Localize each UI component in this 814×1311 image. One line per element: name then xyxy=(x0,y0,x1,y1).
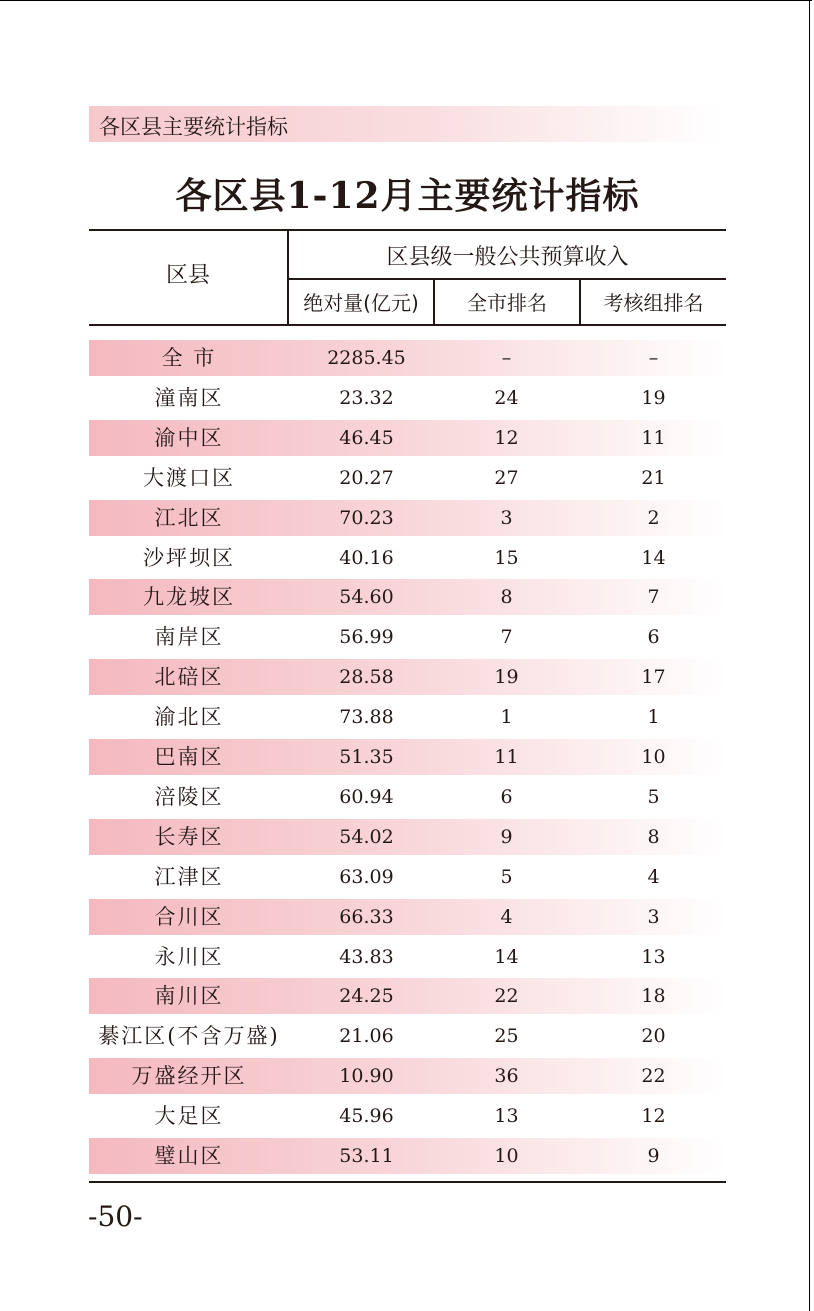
group-rank: 20 xyxy=(641,1025,666,1048)
absolute-value: 51.35 xyxy=(339,746,394,768)
absolute-value: 63.09 xyxy=(339,865,394,888)
header-group-rank: 考核组排名 xyxy=(603,291,704,315)
absolute-value: 43.83 xyxy=(339,945,394,968)
city-rank: 4 xyxy=(500,905,513,928)
absolute-value: 23.32 xyxy=(339,386,394,409)
city-rank: 36 xyxy=(494,1065,519,1088)
absolute-value: 45.96 xyxy=(339,1105,394,1128)
group-rank: 2 xyxy=(647,506,660,529)
absolute-value: 70.23 xyxy=(339,506,394,529)
district-name: 永川区 xyxy=(154,944,224,969)
district-name: 合川区 xyxy=(154,904,224,929)
table-row xyxy=(89,1138,726,1174)
table-row xyxy=(89,460,726,496)
group-rank: 7 xyxy=(647,586,660,609)
absolute-value: 21.06 xyxy=(339,1025,394,1048)
table-row xyxy=(89,699,726,735)
absolute-value: 20.27 xyxy=(339,466,394,489)
absolute-value: 28.58 xyxy=(339,666,394,689)
page-right-border xyxy=(809,0,810,1311)
section-label: 各区县主要统计指标 xyxy=(99,115,288,139)
table-row xyxy=(89,939,726,975)
group-rank: 13 xyxy=(641,945,666,968)
absolute-value: 24.25 xyxy=(339,985,394,1008)
absolute-value: 2285.45 xyxy=(327,347,406,369)
group-rank: 6 xyxy=(647,626,660,649)
table-row xyxy=(89,579,726,615)
header-bottom-rule xyxy=(89,324,726,326)
group-rank: 11 xyxy=(641,426,666,449)
table-row xyxy=(89,779,726,815)
district-name: 潼南区 xyxy=(154,385,224,410)
group-rank: 22 xyxy=(641,1065,666,1088)
table-row xyxy=(89,1018,726,1054)
city-rank: 3 xyxy=(500,506,513,529)
table-bottom-rule xyxy=(89,1181,726,1183)
district-name: 綦江区(不含万盛) xyxy=(98,1024,280,1049)
district-name: 长寿区 xyxy=(154,824,224,849)
district-name: 南川区 xyxy=(154,984,224,1009)
group-rank: 21 xyxy=(641,466,666,489)
absolute-value: 46.45 xyxy=(339,426,394,449)
absolute-value: 10.90 xyxy=(339,1065,394,1088)
city-rank: 25 xyxy=(494,1025,519,1048)
group-rank: 4 xyxy=(647,865,660,888)
group-rank: 10 xyxy=(641,746,666,768)
page-number: -50- xyxy=(88,1200,143,1233)
city-rank: 19 xyxy=(494,666,519,689)
page-title: 各区县1-12月主要统计指标 xyxy=(175,175,640,217)
table-row xyxy=(89,500,726,536)
group-rank: – xyxy=(648,347,659,369)
table-row xyxy=(89,540,726,576)
page-top-border xyxy=(0,0,812,1)
district-name: 大渡口区 xyxy=(143,465,235,490)
group-rank: 12 xyxy=(641,1105,666,1128)
absolute-value: 54.60 xyxy=(339,586,394,609)
section-header-band xyxy=(89,106,724,142)
district-name: 九龙坡区 xyxy=(143,585,235,610)
table-row xyxy=(89,420,726,456)
table-row xyxy=(89,380,726,416)
city-rank: 24 xyxy=(494,386,519,409)
table-row xyxy=(89,859,726,895)
city-rank: 13 xyxy=(494,1105,519,1128)
table-row xyxy=(89,619,726,655)
city-rank: 14 xyxy=(494,945,519,968)
district-name: 渝中区 xyxy=(154,425,224,450)
district-name: 江北区 xyxy=(154,505,224,530)
district-name: 璧山区 xyxy=(154,1144,224,1168)
group-rank: 8 xyxy=(647,825,660,848)
city-rank: 8 xyxy=(500,586,513,609)
group-rank: 5 xyxy=(647,785,660,808)
district-name: 北碚区 xyxy=(154,665,224,690)
header-budget-revenue: 区县级一般公共预算收入 xyxy=(386,245,629,270)
absolute-value: 60.94 xyxy=(339,785,394,808)
group-rank: 19 xyxy=(641,386,666,409)
city-rank: 15 xyxy=(494,546,519,569)
table-row xyxy=(89,899,726,935)
table-row xyxy=(89,1098,726,1134)
header-absolute: 绝对量(亿元) xyxy=(303,291,419,315)
absolute-value: 73.88 xyxy=(339,706,394,729)
city-rank: 12 xyxy=(494,426,519,449)
table-row xyxy=(89,819,726,855)
district-name: 南岸区 xyxy=(154,625,224,650)
city-rank: – xyxy=(501,347,512,369)
district-name: 万盛经开区 xyxy=(131,1064,247,1089)
absolute-value: 56.99 xyxy=(339,626,394,649)
city-rank: 7 xyxy=(500,626,513,649)
group-rank: 17 xyxy=(641,666,666,689)
district-name: 渝北区 xyxy=(154,705,224,730)
district-name: 沙坪坝区 xyxy=(143,545,235,570)
table-row xyxy=(89,1058,726,1094)
district-name: 全 市 xyxy=(161,346,217,370)
header-mid-rule xyxy=(288,278,726,280)
city-rank: 1 xyxy=(500,706,513,729)
group-rank: 18 xyxy=(641,985,666,1008)
city-rank: 27 xyxy=(494,466,519,489)
header-district: 区县 xyxy=(165,263,210,288)
table-row xyxy=(89,659,726,695)
city-rank: 22 xyxy=(494,985,519,1008)
group-rank: 14 xyxy=(641,546,666,569)
absolute-value: 40.16 xyxy=(339,546,394,569)
absolute-value: 54.02 xyxy=(339,825,394,848)
group-rank: 3 xyxy=(647,905,660,928)
group-rank: 1 xyxy=(647,706,660,729)
group-rank: 9 xyxy=(647,1145,660,1167)
district-name: 巴南区 xyxy=(154,745,224,769)
table-row xyxy=(89,739,726,775)
city-rank: 11 xyxy=(494,746,519,768)
table-row xyxy=(89,340,726,376)
table-top-rule xyxy=(89,229,726,231)
header-city-rank: 全市排名 xyxy=(467,291,547,315)
absolute-value: 66.33 xyxy=(339,905,394,928)
city-rank: 10 xyxy=(494,1145,519,1167)
table-row xyxy=(89,978,726,1014)
district-name: 江津区 xyxy=(154,864,224,889)
city-rank: 6 xyxy=(500,785,513,808)
city-rank: 5 xyxy=(500,865,513,888)
district-name: 涪陵区 xyxy=(154,784,224,809)
absolute-value: 53.11 xyxy=(339,1145,394,1167)
city-rank: 9 xyxy=(500,825,513,848)
district-name: 大足区 xyxy=(154,1104,224,1129)
